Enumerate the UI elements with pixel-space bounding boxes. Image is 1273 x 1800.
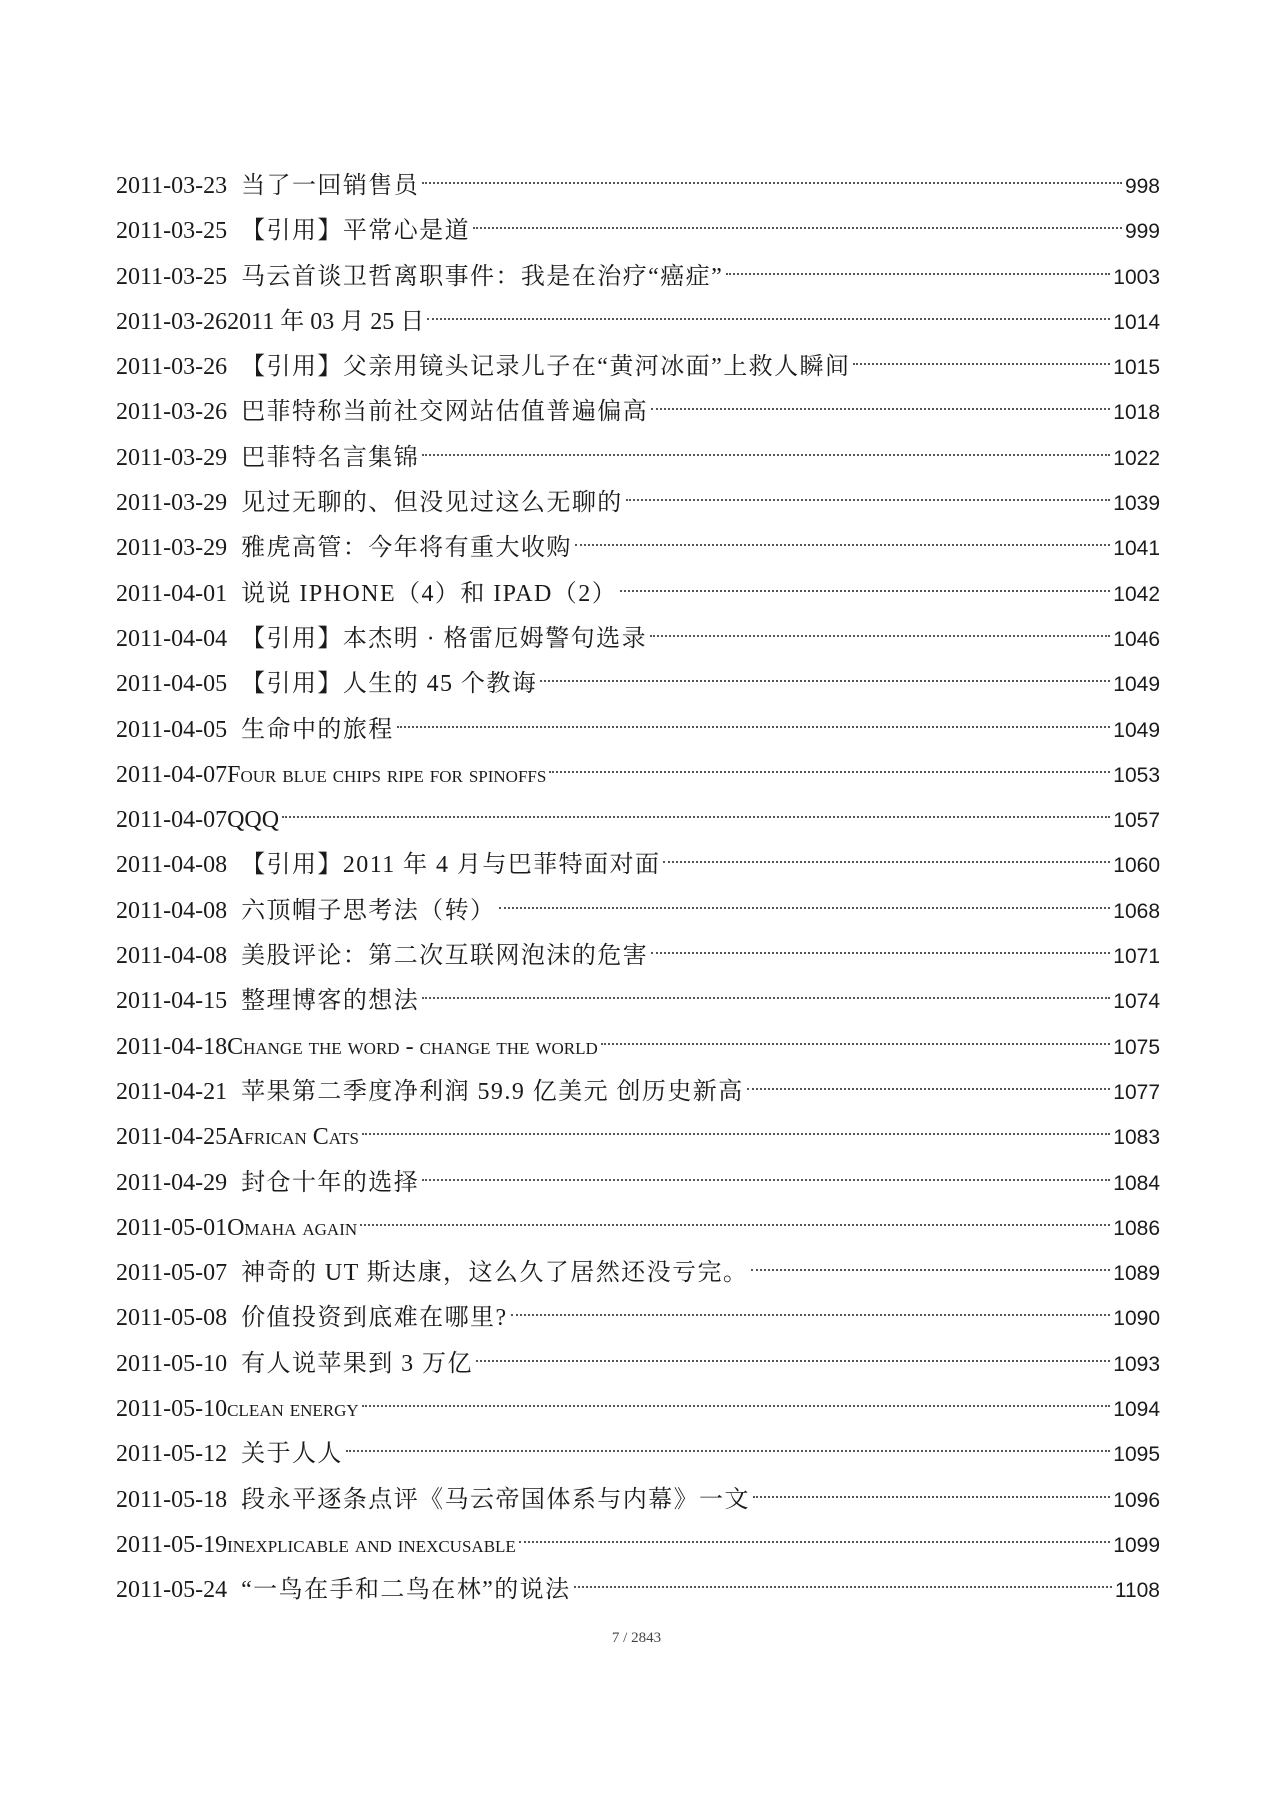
toc-entry-date: 2011-03-29 xyxy=(116,444,228,471)
toc-entry-page-number: 1089 xyxy=(1113,1262,1160,1286)
toc-entry-title: Omaha again xyxy=(227,1214,358,1241)
toc-dot-leader xyxy=(651,408,1110,410)
toc-entry-date: 2011-03-29 xyxy=(116,535,228,562)
toc-dot-leader xyxy=(747,1088,1111,1090)
toc-entry-title: 见过无聊的、但没见过这么无聊的 xyxy=(241,490,623,517)
toc-dot-leader xyxy=(473,227,1122,229)
toc-entry-date: 2011-04-29 xyxy=(116,1169,228,1196)
toc-entry-date: 2011-04-08 xyxy=(116,943,228,970)
toc-entry[interactable] xyxy=(116,617,1160,662)
toc-entry[interactable] xyxy=(116,481,1160,526)
toc-entry-title: 【引用】2011 年 4 月与巴菲特面对面 xyxy=(241,852,661,879)
toc-entry[interactable] xyxy=(116,1206,1160,1251)
toc-entry-title: 巴菲特称当前社交网站估值普遍偏高 xyxy=(241,399,649,426)
toc-entry-date: 2011-04-05 xyxy=(116,671,228,698)
toc-entry-date: 2011-05-12 xyxy=(116,1441,228,1468)
toc-entry[interactable] xyxy=(116,572,1160,617)
toc-entry-page-number: 1015 xyxy=(1113,356,1160,380)
toc-entry[interactable] xyxy=(116,1115,1160,1160)
toc-entry-date: 2011-05-07 xyxy=(116,1260,228,1287)
toc-entry[interactable] xyxy=(116,753,1160,798)
toc-entry-page-number: 1071 xyxy=(1113,945,1160,969)
toc-entry[interactable] xyxy=(116,255,1160,300)
toc-entry-title: 段永平逐条点评《马云帝国体系与内幕》一文 xyxy=(241,1486,750,1513)
toc-entry-title: 马云首谈卫哲离职事件：我是在治疗“癌症” xyxy=(241,263,724,290)
toc-entry-date: 2011-03-25 xyxy=(116,218,228,245)
toc-dot-leader xyxy=(574,1586,1112,1588)
toc-entry-page-number: 999 xyxy=(1124,220,1160,244)
toc-entry-title: 说说 IPHONE（4）和 IPAD（2） xyxy=(241,580,618,607)
toc-entry-date: 2011-05-01 xyxy=(116,1214,228,1241)
toc-entry-page-number: 1086 xyxy=(1113,1216,1160,1240)
toc-entry-date: 2011-05-10 xyxy=(116,1396,228,1423)
toc-entry-page-number: 1003 xyxy=(1113,265,1160,289)
toc-dot-leader xyxy=(626,499,1111,501)
toc-entry-title: 【引用】本杰明 · 格雷厄姆警句选录 xyxy=(241,625,648,652)
toc-entry[interactable] xyxy=(116,300,1160,345)
toc-dot-leader xyxy=(362,1405,1111,1407)
toc-entry-page-number: 1093 xyxy=(1113,1352,1160,1376)
toc-entry-title: 雅虎高管：今年将有重大收购 xyxy=(241,535,572,562)
toc-entry-date: 2011-04-08 xyxy=(116,897,228,924)
toc-entry-page-number: 1018 xyxy=(1113,401,1160,425)
toc-dot-leader xyxy=(422,997,1110,999)
toc-entry-date: 2011-05-08 xyxy=(116,1305,228,1332)
toc-dot-leader xyxy=(362,1133,1110,1135)
toc-entry-title: 生命中的旅程 xyxy=(241,716,394,743)
toc-entry-page-number: 1090 xyxy=(1113,1307,1160,1331)
toc-entry[interactable] xyxy=(116,345,1160,390)
toc-entry-title: African Cats xyxy=(227,1124,360,1151)
toc-dot-leader xyxy=(499,907,1111,909)
toc-dot-leader xyxy=(751,1269,1110,1271)
toc-entry-page-number: 1083 xyxy=(1113,1126,1160,1150)
toc-entry-page-number: 1084 xyxy=(1113,1171,1160,1195)
toc-entry-date: 2011-05-24 xyxy=(116,1577,228,1604)
toc-entry-page-number: 1077 xyxy=(1113,1080,1160,1104)
toc-entry-title: 六顶帽子思考法（转） xyxy=(241,897,496,924)
toc-entry-title: 苹果第二季度净利润 59.9 亿美元 创历史新高 xyxy=(241,1078,744,1105)
toc-entry-date: 2011-05-18 xyxy=(116,1486,228,1513)
toc-entry-date: 2011-04-25 xyxy=(116,1124,228,1151)
toc-entry[interactable] xyxy=(116,889,1160,934)
toc-entry-page-number: 1060 xyxy=(1113,854,1160,878)
toc-entry-title: inexplicable and inexcusable xyxy=(227,1531,516,1558)
toc-dot-leader xyxy=(575,544,1110,546)
toc-entry-page-number: 1108 xyxy=(1114,1579,1160,1603)
toc-entry[interactable] xyxy=(116,1568,1160,1613)
toc-entry-date: 2011-04-07 xyxy=(116,761,228,788)
toc-entry[interactable] xyxy=(116,526,1160,571)
toc-entry-page-number: 1075 xyxy=(1113,1035,1160,1059)
toc-entry[interactable] xyxy=(116,1523,1160,1568)
toc-dot-leader xyxy=(519,1541,1110,1543)
toc-dot-leader xyxy=(753,1496,1110,1498)
toc-entry[interactable] xyxy=(116,662,1160,707)
toc-entry-title: 有人说苹果到 3 万亿 xyxy=(241,1350,473,1377)
toc-entry-title: Four blue chips ripe for spinoffs xyxy=(227,761,547,788)
toc-dot-leader xyxy=(360,1224,1110,1226)
toc-entry-page-number: 1068 xyxy=(1113,899,1160,923)
toc-entry-title: 关于人人 xyxy=(241,1441,343,1468)
toc-entry-date: 2011-03-25 xyxy=(116,263,228,290)
toc-entry[interactable] xyxy=(116,390,1160,435)
toc-entry-title: clean energy xyxy=(227,1396,359,1423)
toc-entry-page-number: 1041 xyxy=(1113,537,1160,561)
toc-dot-leader xyxy=(511,1314,1111,1316)
toc-entry[interactable] xyxy=(116,1251,1160,1296)
toc-entry-title: 美股评论：第二次互联网泡沫的危害 xyxy=(241,943,649,970)
toc-entry-date: 2011-04-04 xyxy=(116,625,228,652)
toc-entry-date: 2011-05-19 xyxy=(116,1531,228,1558)
toc-entry-date: 2011-03-26 xyxy=(116,399,228,426)
toc-entry-date: 2011-04-18 xyxy=(116,1033,228,1060)
toc-entry[interactable] xyxy=(116,979,1160,1024)
toc-dot-leader xyxy=(422,454,1110,456)
toc-entry[interactable] xyxy=(116,843,1160,888)
toc-entry-title: QQQ xyxy=(227,807,280,834)
toc-entry-title: 【引用】人生的 45 个教诲 xyxy=(241,671,538,698)
toc-entry-page-number: 1057 xyxy=(1113,809,1160,833)
toc-dot-leader xyxy=(853,363,1110,365)
toc-dot-leader xyxy=(422,1179,1110,1181)
toc-entry-date: 2011-04-01 xyxy=(116,580,228,607)
toc-dot-leader xyxy=(726,273,1110,275)
toc-dot-leader xyxy=(346,1450,1110,1452)
toc-entry[interactable] xyxy=(116,934,1160,979)
toc-entry-date: 2011-03-23 xyxy=(116,173,228,199)
toc-entry-page-number: 1053 xyxy=(1113,763,1160,787)
toc-entry[interactable] xyxy=(116,1387,1160,1432)
toc-entry[interactable] xyxy=(116,1342,1160,1387)
toc-entry-date: 2011-04-21 xyxy=(116,1078,228,1105)
toc-entry-title: 封仓十年的选择 xyxy=(241,1169,420,1196)
toc-entry[interactable] xyxy=(116,1025,1160,1070)
toc-entry-title: 2011 年 03 月 25 日 xyxy=(227,308,425,335)
toc-entry[interactable] xyxy=(116,1432,1160,1477)
toc-entry-title: 神奇的 UT 斯达康，这么久了居然还没亏完。 xyxy=(241,1260,749,1287)
toc-entry-title: 【引用】父亲用镜头记录儿子在“黄河冰面”上救人瞬间 xyxy=(241,354,851,381)
toc-entry[interactable] xyxy=(116,164,1160,209)
toc-entry-date: 2011-04-05 xyxy=(116,716,228,743)
toc-dot-leader xyxy=(397,726,1111,728)
toc-entry-page-number: 1046 xyxy=(1113,627,1160,651)
toc-dot-leader xyxy=(651,952,1110,954)
toc-dot-leader xyxy=(549,771,1110,773)
toc-entry-page-number: 1014 xyxy=(1113,310,1160,334)
toc-entry-page-number: 1049 xyxy=(1113,718,1160,742)
toc-entry-date: 2011-05-10 xyxy=(116,1350,228,1377)
toc-entry-title: 【引用】平常心是道 xyxy=(241,218,471,245)
toc-entry[interactable] xyxy=(116,1161,1160,1206)
toc-entry[interactable] xyxy=(116,1070,1160,1115)
toc-entry[interactable] xyxy=(116,436,1160,481)
toc-entry-title: 当了一回销售员 xyxy=(241,173,420,199)
toc-dot-leader xyxy=(663,861,1110,863)
toc-entry-page-number: 1096 xyxy=(1113,1488,1160,1512)
toc-entry-page-number: 1099 xyxy=(1113,1533,1160,1557)
toc-entry-page-number: 1039 xyxy=(1113,492,1160,516)
toc-entry-page-number: 1094 xyxy=(1113,1398,1160,1422)
toc-entry[interactable] xyxy=(116,1478,1160,1523)
toc-entry-page-number: 1074 xyxy=(1113,990,1160,1014)
toc-dot-leader xyxy=(422,182,1122,184)
toc-dot-leader xyxy=(620,590,1110,592)
toc-dot-leader xyxy=(476,1360,1110,1362)
toc-dot-leader xyxy=(282,816,1110,818)
toc-dot-leader xyxy=(601,1043,1111,1045)
toc-entry-title: “一鸟在手和二鸟在林”的说法 xyxy=(241,1577,571,1604)
toc-entry-title: 巴菲特名言集锦 xyxy=(241,444,420,471)
toc-entry[interactable] xyxy=(116,209,1160,254)
toc-entry-title: Change the word - change the world xyxy=(227,1033,598,1060)
toc-dot-leader xyxy=(427,318,1110,320)
toc-entry-title: 整理博客的想法 xyxy=(241,988,420,1015)
toc-dot-leader xyxy=(540,680,1110,682)
page-number: 7 / 2843 xyxy=(611,1630,662,1646)
toc-entry-page-number: 998 xyxy=(1124,175,1160,198)
toc-entry-date: 2011-04-08 xyxy=(116,852,228,879)
toc-entry-page-number: 1095 xyxy=(1113,1443,1160,1467)
table-of-contents xyxy=(116,164,1160,1614)
toc-entry[interactable] xyxy=(116,798,1160,843)
toc-entry-page-number: 1022 xyxy=(1113,446,1160,470)
toc-entry[interactable] xyxy=(116,708,1160,753)
toc-entry-date: 2011-04-07 xyxy=(116,807,228,834)
toc-entry[interactable] xyxy=(116,1296,1160,1341)
toc-entry-date: 2011-03-26 xyxy=(116,308,228,335)
toc-entry-title: 价值投资到底难在哪里? xyxy=(241,1305,508,1332)
toc-dot-leader xyxy=(650,635,1110,637)
toc-entry-page-number: 1049 xyxy=(1113,673,1160,697)
toc-entry-page-number: 1042 xyxy=(1113,582,1160,606)
toc-entry-date: 2011-03-26 xyxy=(116,354,228,381)
toc-entry-date: 2011-04-15 xyxy=(116,988,228,1015)
toc-entry-date: 2011-03-29 xyxy=(116,490,228,517)
